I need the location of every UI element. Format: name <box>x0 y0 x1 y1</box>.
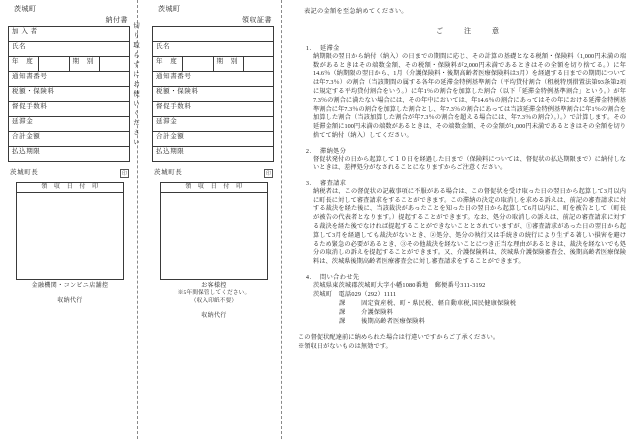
mayor-line <box>10 168 129 179</box>
seal-icon: 印 <box>120 169 129 178</box>
notice-item-heading <box>298 45 626 53</box>
year-label: 年 度 <box>9 57 39 72</box>
department-name: 課 <box>339 308 346 316</box>
late-fee-label: 延滞金 <box>9 117 130 132</box>
year-value[interactable] <box>183 57 213 72</box>
invalid-without-receipt-date-note: ※領収日がないものは無効です。 <box>298 342 392 350</box>
municipality-name: 茨城町 <box>158 5 181 13</box>
notice-item-title: 問い合わせ先 <box>320 274 360 282</box>
department-scope: 後期高齢者医療保険料 <box>361 317 426 325</box>
stub-footer <box>16 282 124 304</box>
term-label: 期 別 <box>69 57 99 72</box>
crossing-payment-note: この督促状配達前に納められた場合は行違いですからご了承ください。 <box>298 333 500 341</box>
receipt-detail-table <box>152 26 274 162</box>
receipt-stamp-header: 領 収 日 付 印 <box>161 183 267 193</box>
stub-payment-slip <box>8 0 130 304</box>
table-row <box>9 57 130 72</box>
contact-address-line-1: 茨城県東茨城郡茨城町大字小幡1080番地 郵便番号311-3192 <box>313 281 486 289</box>
contact-department-row <box>313 309 626 318</box>
table-row <box>153 132 274 147</box>
name-label: 氏名 <box>153 42 274 57</box>
notice-item-number: 4． <box>305 274 316 282</box>
notice-item-heading <box>298 274 626 282</box>
contact-department-row <box>313 318 626 327</box>
tax-amount-label: 税額・保険料 <box>9 87 130 102</box>
notice-item-number: 2． <box>305 147 316 155</box>
receipt-stamp-header: 領 収 日 付 印 <box>17 183 123 193</box>
document-type-label: 納付書 <box>105 16 128 24</box>
due-date-label: 払込期限 <box>9 147 130 162</box>
urgent-payment-notice: 表記の金額を至急納めてください。 <box>304 8 408 15</box>
due-date-label: 払込期限 <box>153 147 274 162</box>
table-row <box>9 42 130 57</box>
receipt-stamp-box <box>160 182 268 280</box>
reminder-fee-label: 督促手数料 <box>9 102 130 117</box>
notice-item-heading <box>298 148 626 156</box>
table-row <box>9 27 130 42</box>
table-row <box>153 72 274 87</box>
receipt-stamp-box <box>16 182 124 280</box>
year-label: 年 度 <box>153 57 183 72</box>
table-row <box>153 27 274 42</box>
contact-block <box>308 282 626 327</box>
table-row <box>153 117 274 132</box>
year-value[interactable] <box>39 57 69 72</box>
payment-detail-table <box>8 26 130 162</box>
table-row <box>153 42 274 57</box>
notice-title: ご 注 意 <box>436 27 506 36</box>
term-value[interactable] <box>243 57 273 72</box>
notice-item-title: 滞納処分 <box>320 147 347 155</box>
notice-number-label: 通知書番号 <box>9 72 130 87</box>
notice-item-title: 延滞金 <box>320 45 340 53</box>
department-scope: 固定資産税、町・県民税、軽自動車税,国民健康保険税 <box>361 299 517 307</box>
list-item <box>298 180 626 267</box>
stub-copy-label: 金融機関・コンビニ店舗控 <box>31 283 109 290</box>
notice-item-heading <box>298 180 626 188</box>
document-type-label: 領収証書 <box>242 16 272 24</box>
notice-panel <box>292 0 630 439</box>
receipt-stamp-area <box>161 193 267 279</box>
table-row <box>153 147 274 162</box>
mayor-label: 茨城町長 <box>10 169 39 177</box>
department-name: 課 <box>339 317 346 325</box>
table-row <box>153 102 274 117</box>
total-amount-label: 合計金額 <box>153 132 274 147</box>
total-amount-label: 合計金額 <box>9 132 130 147</box>
late-fee-label: 延滞金 <box>153 117 274 132</box>
list-item <box>298 274 626 327</box>
stub-note-1: ※5年間保管してください。 <box>177 290 251 297</box>
seal-icon: 印 <box>264 169 273 178</box>
payer-label: 加 入 者 <box>9 27 130 42</box>
department-name: 課 <box>339 299 346 307</box>
municipality-name: 茨城町 <box>14 5 37 13</box>
notice-item-body: 納税者は、この督促状の記載事項に不服がある場合は、この督促状を受け取った日の翌日から起算して3月以内に町長に対して審査請求をすることができます。この滞納の決定の取消しを求める訴えは、前記の審査請求に対する裁決を経た後に、当該裁決があったことを知った日の翌日から起算して6月以内に、町を被告として（町長が被告の代表者となります。）提起することができます。なお、処分の取消しの訴えは、前記の審査請求に対する裁決を経た後でなければ提起することができないこととされていますが、①審査請求があった日の翌日から起算して3月を経過しても裁決がないとき、②処分、処分の執行又は手続きの続行により生ずる著しい損害を避けるため緊急の必要があるとき、③その他裁決を経ないことにつき正当な理由があるときは、裁決を経ないでも処分の取消しの訴えを提起することができます。又、介護保険料は、茨城県介護保険審査会、後期高齢者医療保険料は、茨城県後期高齢者医療審査会に対し審査請求をすることができます。 <box>313 187 626 266</box>
mayor-line <box>154 168 273 179</box>
list-item <box>298 45 626 141</box>
table-row <box>9 87 130 102</box>
notice-item-number: 1． <box>305 45 316 53</box>
contact-department-row <box>313 300 626 309</box>
notice-item-number: 3． <box>305 180 316 188</box>
perforation-line-right <box>281 0 282 439</box>
term-label: 期 別 <box>213 57 243 72</box>
contact-address-line-2: 茨城町 電話029（292）1111 <box>313 290 397 298</box>
name-label: 氏名 <box>9 42 130 57</box>
do-not-cut-instruction: 切り取らずにお使いください <box>132 22 139 149</box>
table-row <box>9 117 130 132</box>
term-value[interactable] <box>99 57 129 72</box>
stub-note-2: （収入印紙不要） <box>190 297 238 304</box>
tax-amount-label: 税額・保険料 <box>153 87 274 102</box>
table-row <box>9 147 130 162</box>
reminder-fee-label: 督促手数料 <box>153 102 274 117</box>
collection-agent-label: 収納代行 <box>57 298 83 305</box>
notice-item-list <box>298 45 626 327</box>
table-row <box>153 87 274 102</box>
mayor-label: 茨城町長 <box>154 169 183 177</box>
stub-copy-label: お客様控 <box>201 283 227 290</box>
notice-number-label: 通知書番号 <box>153 72 274 87</box>
notice-item-body: 納期限の翌日から納付（納入）の日までの期間に応じ、その計算の基礎となる税額・保険料（1,000円未満の端数があるときはその端数金額、その税額・保険料が2,000円未満であるときはその全額を切り捨てる。）に年14.6％（納期限の翌日から、1月（介護保険料・後期高齢者医療保険料は3月）を経過する日までの期間については年7.3％）の割合（当該期間の属する各年の延滞金特例基準割合（平均貸付割合（租税特別措置法第93条第2項に規定する平均貸付割合をいう。）に年1％の割合を加算した割合（以下「延滞金特例基準割合」という。）が年7.3％の割合に満たない場合には、その年中においては、年14.6％の割合にあってはその年における延滞金特例基準割合に年7.3％の割合を加算した割合とし、年7.3％の割合にあっては当該延滞金特例基準割合に年1％の割合を加算した割合（当該加算した割合が年7.3％の割合を超える場合には、年7.3％の割合）。）。）で計算します。その延滞金額に100円未満の端数があるときは、その端数金額、その金額が1,000円未満であるときはその全額を切り捨てて納付（納入）してください。 <box>313 52 626 139</box>
table-row <box>9 132 130 147</box>
department-scope: 介護保険料 <box>361 308 394 316</box>
stub-receipt <box>152 0 274 319</box>
collection-agent-label: 収納代行 <box>201 313 227 320</box>
notice-item-body: 督促状発付の日から起算して１０日を経過した日まで（保険料については、督促状の払込期限まで）に納付しないときは、差押処分がなされることになりますからご注意ください。 <box>313 155 626 172</box>
notice-item-title: 審査請求 <box>320 180 347 188</box>
table-row <box>9 102 130 117</box>
table-row <box>153 57 274 72</box>
stub-footer <box>160 282 268 319</box>
list-item <box>298 148 626 173</box>
receipt-stamp-area <box>17 193 123 279</box>
payer-label <box>153 27 274 42</box>
table-row <box>9 72 130 87</box>
